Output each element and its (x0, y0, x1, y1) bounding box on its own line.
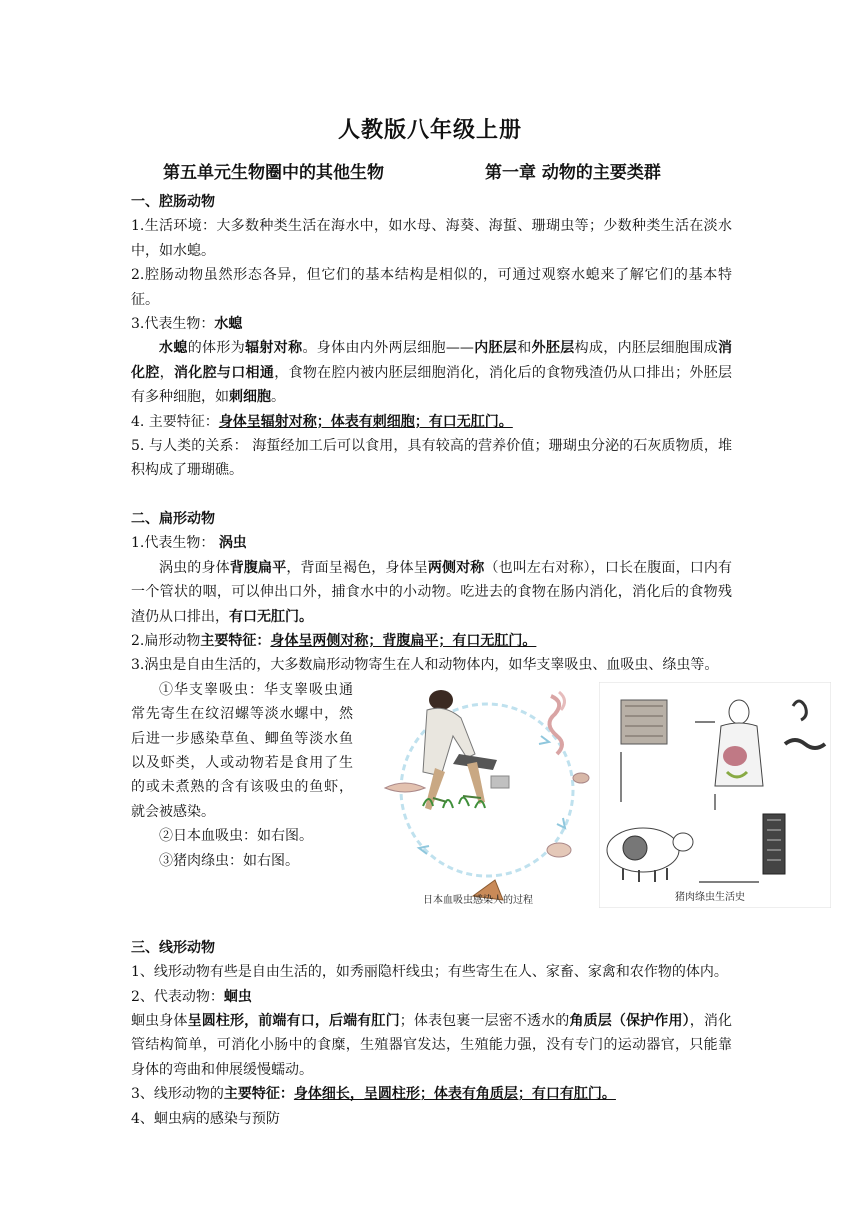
schistosome-lifecycle-figure (363, 678, 599, 910)
paragraph: 3.涡虫是自由生活的，大多数扁形动物寄生在人和动物体内，如华支睾吸虫、血吸虫、绦虫等。 (131, 657, 719, 674)
parasite-figure-block (131, 678, 745, 912)
parasite-text (131, 678, 353, 873)
paragraph: 蛔虫身体呈圆柱形，前端有口，后端有肛门；体表包裹一层密不透水的角质层（保护作用），消化管结构简单，可消化小肠中的食糜，生殖器官发达，生殖能力强，没有专门的运动器官，只能靠身体的弯曲和伸展缓慢蠕动。 (131, 1012, 733, 1078)
paragraph: ②日本血吸虫：如右图。 (159, 828, 313, 845)
paragraph: 2.扁形动物主要特征：身体呈两侧对称；背腹扁平；有口无肛门。 (131, 632, 537, 649)
unit-title: 第五单元生物圈中的其他生物 (163, 163, 384, 183)
section-heading-cnidaria: 一、腔肠动物 (131, 194, 215, 210)
figure-caption: 猪肉绦虫生活史 (675, 891, 745, 903)
paragraph: 1.生活环境：大多数种类生活在海水中，如水母、海葵、海蜇、珊瑚虫等；少数种类生活在淡水中，如水螅。 (131, 218, 732, 259)
paragraph: ①华支睾吸虫：华支睾吸虫通常先寄生在纹沼螺等淡水螺中，然后进一步感染草鱼、鲫鱼等淡水鱼以及虾类，人或动物若是食用了生的或未煮熟的含有该吸虫的鱼虾，就会被感染。 (131, 681, 353, 820)
paragraph: 5. 与人类的关系： 海蜇经加工后可以食用，具有较高的营养价值；珊瑚虫分泌的石灰质物质，堆积构成了珊瑚礁。 (131, 438, 732, 479)
paragraph: 1.代表生物： 涡虫 (131, 535, 247, 552)
section-heading-flatworms: 二、扁形动物 (131, 510, 215, 527)
section-heading-roundworms: 三、线形动物 (131, 939, 215, 956)
paragraph: 涡虫的身体背腹扁平，背面呈褐色，身体呈两侧对称（也叫左右对称），口长在腹面，口内有一个管状的咽，可以伸出口外，捕食水中的小动物。吃进去的食物在肠内消化，消化后的食物残渣仍从口排出，有口无肛门。 (131, 559, 733, 625)
paragraph: ③猪肉绦虫：如右图。 (159, 852, 299, 869)
paragraph: 1、线形动物有些是自由生活的，如秀丽隐杆线虫；有些寄生在人、家畜、家禽和农作物的体内。 (131, 964, 728, 981)
paragraph: 水螅的体形为辐射对称。身体由内外两层细胞——内胚层和外胚层构成，内胚层细胞围成消化腔，消化腔与口相通，食物在腔内被内胚层细胞消化，消化后的食物残渣仍从口排出；外胚层有多种细胞，如刺细胞。 (131, 340, 733, 406)
page-title: 人教版八年级上册 (337, 117, 522, 143)
paragraph: 2、代表动物：蛔虫 (131, 988, 252, 1005)
paragraph: 3.代表生物：水螅 (131, 316, 243, 333)
paragraph: 4、蛔虫病的感染与预防 (131, 1110, 280, 1127)
tapeworm-lifecycle-figure (599, 682, 831, 908)
chapter-title: 第一章 动物的主要类群 (485, 163, 661, 183)
paragraph: 2.腔肠动物虽然形态各异，但它们的基本结构是相似的，可通过观察水螅来了解它们的基本特征。 (131, 267, 732, 308)
content-body (131, 190, 745, 1131)
paragraph: 4. 主要特征：身体呈辐射对称；体表有刺细胞；有口无肛门。 (131, 413, 513, 430)
paragraph: 3、线形动物的主要特征：身体细长，呈圆柱形；体表有角质层；有口有肛门。 (131, 1086, 616, 1103)
figure-caption: 日本血吸虫感染人的过程 (423, 894, 533, 906)
